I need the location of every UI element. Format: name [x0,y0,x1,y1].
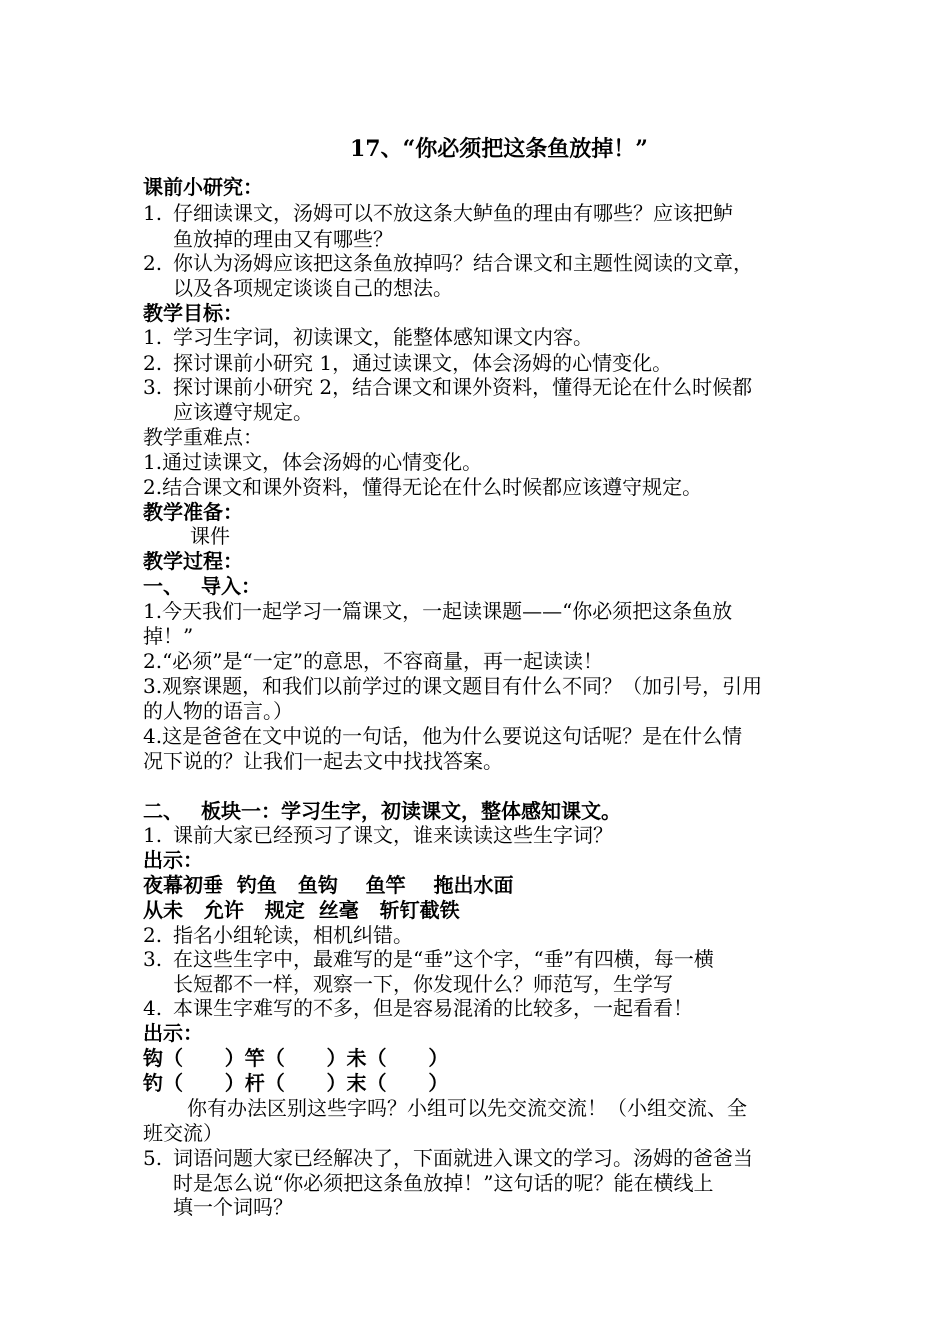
list-item [143,200,733,226]
list-text: 探讨课前小研究 2，结合课文和课外资料，懂得无论在什么时候都 [173,375,753,399]
list-text-continued: 长短都不一样，观察一下，你发现什么？师范写，生学写 [173,972,673,996]
list-text-continued: 应该遵守规定。 [173,400,313,424]
compare-row: 钩（ ）竿（ ）未（ ） [143,1046,449,1070]
vocab-row: 从未 允许 规定 丝毫 斩钉截铁 [143,898,460,922]
prep-text: 课件 [190,524,230,548]
list-item [143,922,413,948]
vocab-row: 夜幕初垂 钓鱼 鱼钩 鱼竿 拖出水面 [143,873,514,897]
list-item [143,822,613,848]
paragraph-line: 4.这是爸爸在文中说的一句话，他为什么要说这句话呢？是在什么情 [143,724,743,748]
keypoint-item: 1.通过读课文，体会汤姆的心情变化。 [143,450,483,474]
paragraph-line: 况下说的？让我们一起去文中找找答案。 [143,749,503,773]
list-item [143,995,693,1021]
list-item [143,1145,753,1171]
section-heading-goals: 教学目标： [143,301,243,325]
list-item [143,324,593,350]
list-number: 4. [143,996,163,1020]
list-text-continued: 鱼放掉的理由又有哪些？ [173,227,393,251]
keypoint-item: 2.结合课文和课外资料，懂得无论在什么时候都应该遵守规定。 [143,475,703,499]
part-title: 板块一：学习生字，初读课文，整体感知课文。 [201,799,621,823]
list-number: 1. [143,823,163,847]
part-title: 导入： [201,574,261,598]
list-number: 1. [143,201,163,225]
part-heading [143,798,621,824]
list-text: 词语问题大家已经解决了，下面就进入课文的学习。汤姆的爸爸当 [173,1146,753,1170]
list-number: 3. [143,375,163,399]
part-number: 二、 [143,799,183,823]
list-number: 2. [143,251,163,275]
section-heading-keypoints: 教学重难点： [143,425,263,449]
section-heading-prestudy: 课前小研究： [143,175,263,199]
list-text: 你认为汤姆应该把这条鱼放掉吗？结合课文和主题性阅读的文章， [173,251,753,275]
paragraph-line: 1.今天我们一起学习一篇课文，一起读课题——“你必须把这条鱼放 [143,599,733,623]
part-heading [143,573,261,599]
paragraph-line: 你有办法区别这些字吗？小组可以先交流交流！（小组交流、全 [187,1096,747,1120]
list-text: 本课生字难写的不多，但是容易混淆的比较多，一起看看！ [173,996,693,1020]
compare-row: 钓（ ）杆（ ）末（ ） [143,1071,449,1095]
list-item [143,250,753,276]
list-text: 学习生字词，初读课文，能整体感知课文内容。 [173,325,593,349]
list-number: 5. [143,1146,163,1170]
list-text-continued: 以及各项规定谈谈自己的想法。 [173,276,453,300]
part-number: 一、 [143,574,183,598]
paragraph-line: 的人物的语言。） [143,699,293,723]
section-heading-prep: 教学准备： [143,500,243,524]
list-text-continued: 填一个词吗？ [173,1195,293,1219]
list-text-continued: 时是怎么说“你必须把这条鱼放掉！”这句话的呢？能在横线上 [173,1171,714,1195]
show-label: 出示： [143,1021,203,1045]
paragraph-line: 班交流） [143,1121,223,1145]
list-text: 仔细读课文，汤姆可以不放这条大鲈鱼的理由有哪些？应该把鲈 [173,201,733,225]
list-text: 课前大家已经预习了课文，谁来读读这些生字词？ [173,823,613,847]
page-title: 17、“你必须把这条鱼放掉！” [350,136,648,162]
paragraph-line: 掉！” [143,624,194,648]
list-number: 1. [143,325,163,349]
list-text: 在这些生字中，最难写的是“垂”这个字，“垂”有四横，每一横 [173,947,714,971]
paragraph-line: 3.观察课题，和我们以前学过的课文题目有什么不同？（加引号，引用 [143,674,763,698]
section-heading-process: 教学过程： [143,549,243,573]
list-number: 2. [143,351,163,375]
show-label: 出示： [143,848,203,872]
paragraph-line: 2.“必须”是“一定”的意思，不容商量，再一起读读！ [143,649,603,673]
list-item [143,946,714,972]
list-number: 2. [143,923,163,947]
list-text: 探讨课前小研究 1，通过读课文，体会汤姆的心情变化。 [173,351,673,375]
list-item [143,350,672,376]
list-number: 3. [143,947,163,971]
list-text: 指名小组轮读，相机纠错。 [173,923,413,947]
list-item [143,374,752,400]
